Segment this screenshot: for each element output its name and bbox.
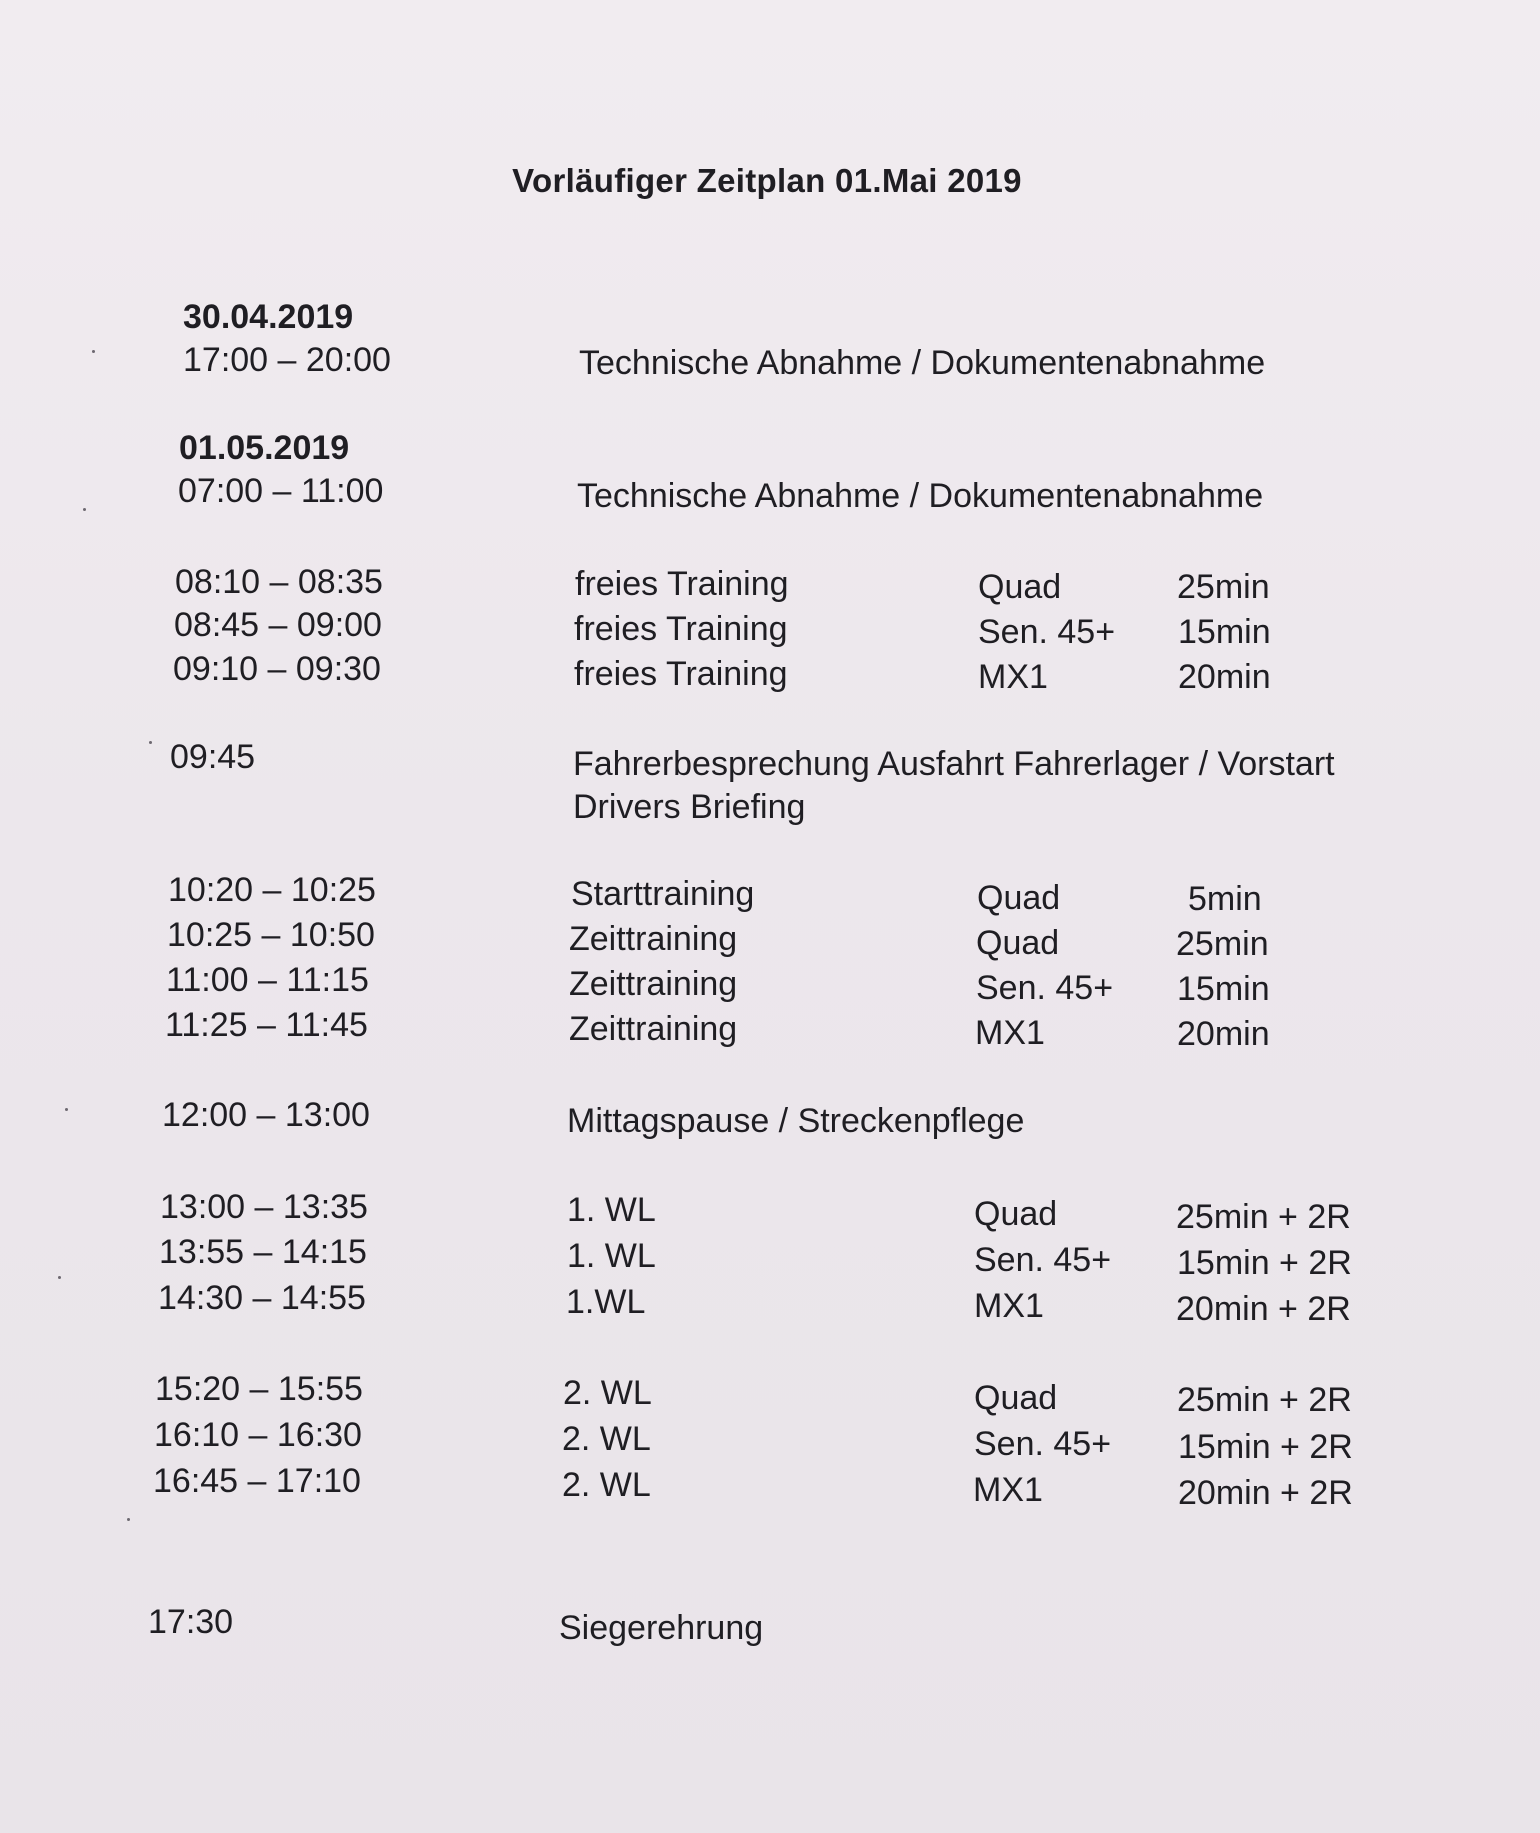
qualifying-time: 11:00 – 11:15 <box>166 961 369 999</box>
qualifying-time: 10:20 – 10:25 <box>168 871 376 909</box>
day1-time: 17:00 – 20:00 <box>183 341 391 379</box>
paper-speck <box>65 1108 68 1111</box>
heat2-time: 15:20 – 15:55 <box>155 1370 363 1408</box>
lunch-event: Mittagspause / Streckenpflege <box>567 1102 1025 1140</box>
heat2-duration: 20min + 2R <box>1178 1474 1353 1512</box>
document-title: Vorläufiger Zeitplan 01.Mai 2019 <box>512 162 1022 199</box>
paper-speck <box>127 1518 130 1521</box>
qualifying-event: Zeittraining <box>569 1010 738 1048</box>
briefing-line-2: Drivers Briefing <box>573 788 806 826</box>
heat1-duration: 25min + 2R <box>1176 1198 1351 1236</box>
free-training-time: 09:10 – 09:30 <box>173 650 381 688</box>
paper-speck <box>92 350 95 353</box>
heat2-event: 2. WL <box>563 1374 652 1412</box>
ceremony-event: Siegerehrung <box>559 1609 764 1647</box>
free-training-duration: 20min <box>1178 658 1271 696</box>
heat2-class: Quad <box>974 1379 1058 1417</box>
heat2-class: MX1 <box>973 1471 1043 1509</box>
free-training-class: MX1 <box>978 658 1048 696</box>
qualifying-duration: 25min <box>1176 925 1269 963</box>
briefing-time: 09:45 <box>170 738 256 776</box>
qualifying-duration: 20min <box>1177 1015 1270 1053</box>
heat2-event: 2. WL <box>562 1420 651 1458</box>
heat1-time: 13:00 – 13:35 <box>160 1188 368 1226</box>
qualifying-class: Quad <box>977 879 1061 917</box>
qualifying-class: Quad <box>976 924 1060 962</box>
free-training-event: freies Training <box>575 565 789 603</box>
free-training-duration: 25min <box>1177 568 1270 606</box>
qualifying-time: 10:25 – 10:50 <box>167 916 375 954</box>
free-training-time: 08:45 – 09:00 <box>174 606 382 644</box>
day1-date: 30.04.2019 <box>183 298 354 336</box>
heat1-class: Sen. 45+ <box>974 1241 1112 1279</box>
heat2-duration: 25min + 2R <box>1177 1381 1352 1419</box>
heat1-event: 1. WL <box>567 1237 656 1275</box>
free-training-event: freies Training <box>574 655 788 693</box>
briefing-line-1: Fahrerbesprechung Ausfahrt Fahrerlager / Vorstart <box>573 745 1335 783</box>
day2-intro-event: Technische Abnahme / Dokumentenabnahme <box>577 477 1264 515</box>
day2-date: 01.05.2019 <box>179 429 350 467</box>
heat1-event: 1. WL <box>567 1191 656 1229</box>
ceremony-time: 17:30 <box>148 1603 234 1641</box>
qualifying-time: 11:25 – 11:45 <box>165 1006 368 1044</box>
heat1-class: MX1 <box>974 1287 1044 1325</box>
qualifying-event: Starttraining <box>571 875 755 913</box>
heat2-time: 16:45 – 17:10 <box>153 1462 361 1500</box>
heat1-class: Quad <box>974 1195 1058 1233</box>
qualifying-class: Sen. 45+ <box>976 969 1114 1007</box>
heat2-class: Sen. 45+ <box>974 1425 1112 1463</box>
paper-speck <box>149 741 152 744</box>
free-training-duration: 15min <box>1178 613 1271 651</box>
heat1-duration: 15min + 2R <box>1177 1244 1352 1282</box>
heat1-time: 14:30 – 14:55 <box>158 1279 366 1317</box>
qualifying-duration: 5min <box>1188 880 1262 918</box>
day2-intro-time: 07:00 – 11:00 <box>178 472 384 510</box>
heat1-time: 13:55 – 14:15 <box>159 1233 367 1271</box>
day1-event: Technische Abnahme / Dokumentenabnahme <box>579 344 1266 382</box>
paper-speck <box>58 1276 61 1279</box>
heat2-event: 2. WL <box>562 1466 651 1504</box>
heat1-duration: 20min + 2R <box>1176 1290 1351 1328</box>
lunch-time: 12:00 – 13:00 <box>162 1096 370 1134</box>
free-training-event: freies Training <box>574 610 788 648</box>
heat2-duration: 15min + 2R <box>1178 1428 1353 1466</box>
qualifying-event: Zeittraining <box>569 965 738 1003</box>
free-training-time: 08:10 – 08:35 <box>175 563 383 601</box>
free-training-class: Sen. 45+ <box>978 613 1116 651</box>
free-training-class: Quad <box>978 568 1062 606</box>
heat1-event: 1.WL <box>566 1283 646 1321</box>
paper-speck <box>83 508 86 511</box>
qualifying-class: MX1 <box>975 1014 1045 1052</box>
qualifying-event: Zeittraining <box>569 920 738 958</box>
qualifying-duration: 15min <box>1177 970 1270 1008</box>
heat2-time: 16:10 – 16:30 <box>154 1416 362 1454</box>
